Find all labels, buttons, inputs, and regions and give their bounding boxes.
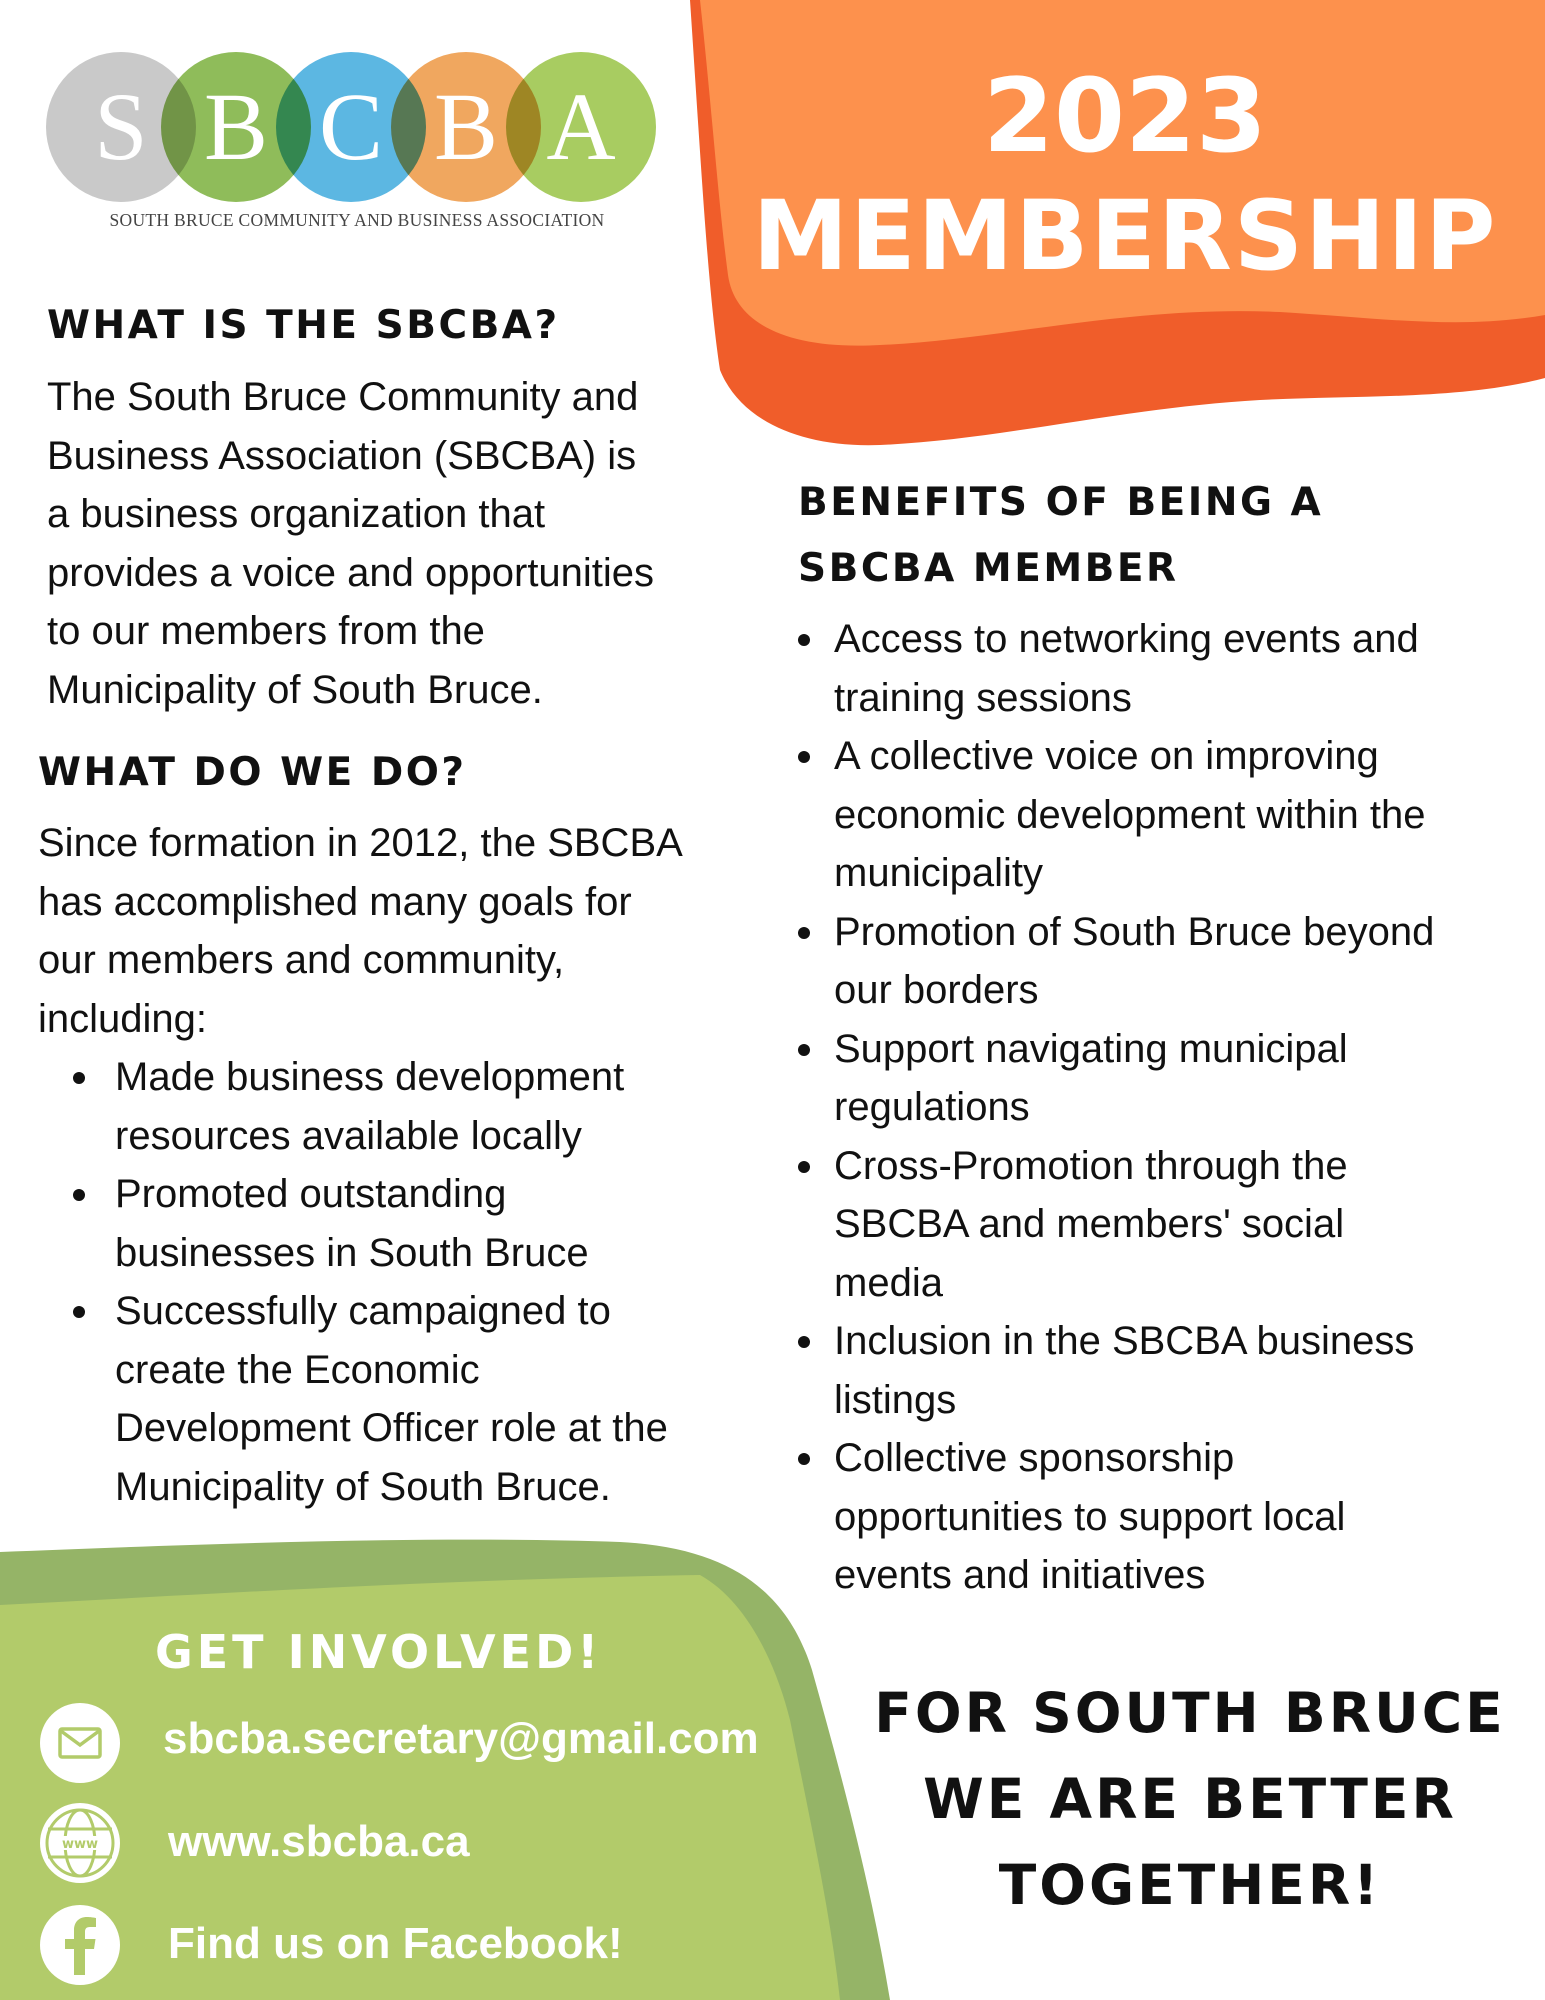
- text-line: listings: [834, 1377, 957, 1422]
- text-line: Made business development: [115, 1055, 625, 1099]
- text-line: businesses in South Bruce: [115, 1230, 589, 1275]
- text-line: A collective voice on improving: [834, 734, 1379, 778]
- logo-circle-a: [506, 52, 656, 202]
- text-line: has accomplished many goals for: [38, 879, 632, 924]
- text-line: Collective sponsorship: [834, 1436, 1235, 1480]
- text-line: SBCBA and members' social: [834, 1202, 1345, 1246]
- accomplishments-list: [73, 1048, 773, 1516]
- text-line: municipality: [834, 851, 1043, 895]
- list-item: [798, 1020, 1528, 1137]
- headline-title: MEMBERSHIP: [752, 180, 1498, 292]
- text-line: to our members from the: [47, 609, 485, 653]
- get-involved-heading: GET INVOLVED!: [155, 1625, 603, 1679]
- text-line: Promotion of South Bruce beyond: [834, 909, 1435, 954]
- benefits-heading: [798, 470, 1323, 602]
- what-is-paragraph: [47, 368, 767, 719]
- text-line: events and initiatives: [834, 1553, 1206, 1597]
- text-line: regulations: [834, 1085, 1030, 1129]
- headline-year: 2023: [983, 57, 1267, 176]
- list-item: [73, 1282, 773, 1516]
- text-line: The South Bruce Community and: [47, 375, 639, 419]
- what-do-heading: WHAT DO WE DO?: [38, 750, 467, 795]
- text-line: Municipality of South Bruce.: [47, 667, 543, 712]
- list-item: [798, 1312, 1528, 1429]
- text-line: Promoted outstanding: [115, 1172, 507, 1216]
- list-item: [798, 903, 1528, 1020]
- list-item: [798, 1137, 1528, 1313]
- text-line: training sessions: [834, 675, 1132, 720]
- text-line: Inclusion in the SBCBA business: [834, 1319, 1415, 1363]
- list-item: [798, 1429, 1528, 1605]
- mail-icon: [40, 1703, 120, 1783]
- text-line: provides a voice and opportunities: [47, 550, 655, 595]
- list-item: [73, 1165, 773, 1282]
- www-icon-label: www: [61, 1837, 99, 1852]
- facebook-link[interactable]: Find us on Facebook!: [168, 1919, 623, 1968]
- what-do-paragraph: [38, 814, 778, 1048]
- headline: [730, 58, 1520, 296]
- logo-letter: C: [318, 73, 384, 180]
- globe-icon: [40, 1803, 120, 1883]
- text-line: a business organization that: [47, 492, 546, 536]
- heading-line: BENEFITS OF BEING A: [798, 480, 1324, 525]
- tagline-line: TOGETHER!: [998, 1853, 1382, 1917]
- email-link[interactable]: sbcba.secretary@gmail.com: [163, 1714, 759, 1763]
- text-line: Successfully campaigned to: [115, 1289, 611, 1333]
- text-line: Since formation in 2012, the SBCBA: [38, 821, 683, 865]
- text-line: Business Association (SBCBA) is: [47, 433, 637, 478]
- text-line: our members and community,: [38, 938, 565, 982]
- list-item: [798, 727, 1528, 903]
- text-line: resources available locally: [115, 1113, 582, 1158]
- what-is-heading: WHAT IS THE SBCBA?: [47, 303, 560, 348]
- logo-letter: B: [203, 73, 269, 180]
- text-line: Support navigating municipal: [834, 1026, 1348, 1071]
- logo-tagline: SOUTH BRUCE COMMUNITY AND BUSINESS ASSOCIATION: [109, 210, 605, 230]
- text-line: Cross-Promotion through the: [834, 1143, 1348, 1188]
- logo-letter: A: [546, 73, 616, 180]
- website-link[interactable]: www.sbcba.ca: [168, 1817, 470, 1866]
- list-item: [73, 1048, 773, 1165]
- text-line: our borders: [834, 968, 1039, 1012]
- heading-line: SBCBA MEMBER: [798, 546, 1179, 591]
- text-line: economic development within the: [834, 792, 1426, 837]
- text-line: Development Officer role at the: [115, 1406, 668, 1450]
- tagline-line: FOR SOUTH BRUCE: [874, 1681, 1506, 1745]
- text-line: Access to networking events and: [834, 617, 1419, 661]
- logo-letter: S: [94, 73, 148, 180]
- text-line: Municipality of South Bruce.: [115, 1464, 611, 1509]
- benefits-list: [798, 610, 1528, 1605]
- logo-letter: B: [433, 73, 499, 180]
- text-line: opportunities to support local: [834, 1494, 1346, 1539]
- sbcba-logo: [46, 52, 656, 242]
- text-line: including:: [38, 996, 208, 1041]
- list-item: [798, 610, 1528, 727]
- closing-tagline: [830, 1670, 1545, 1928]
- tagline-line: WE ARE BETTER: [923, 1767, 1457, 1831]
- text-line: media: [834, 1260, 943, 1305]
- facebook-icon: [40, 1905, 120, 1985]
- text-line: create the Economic: [115, 1347, 480, 1392]
